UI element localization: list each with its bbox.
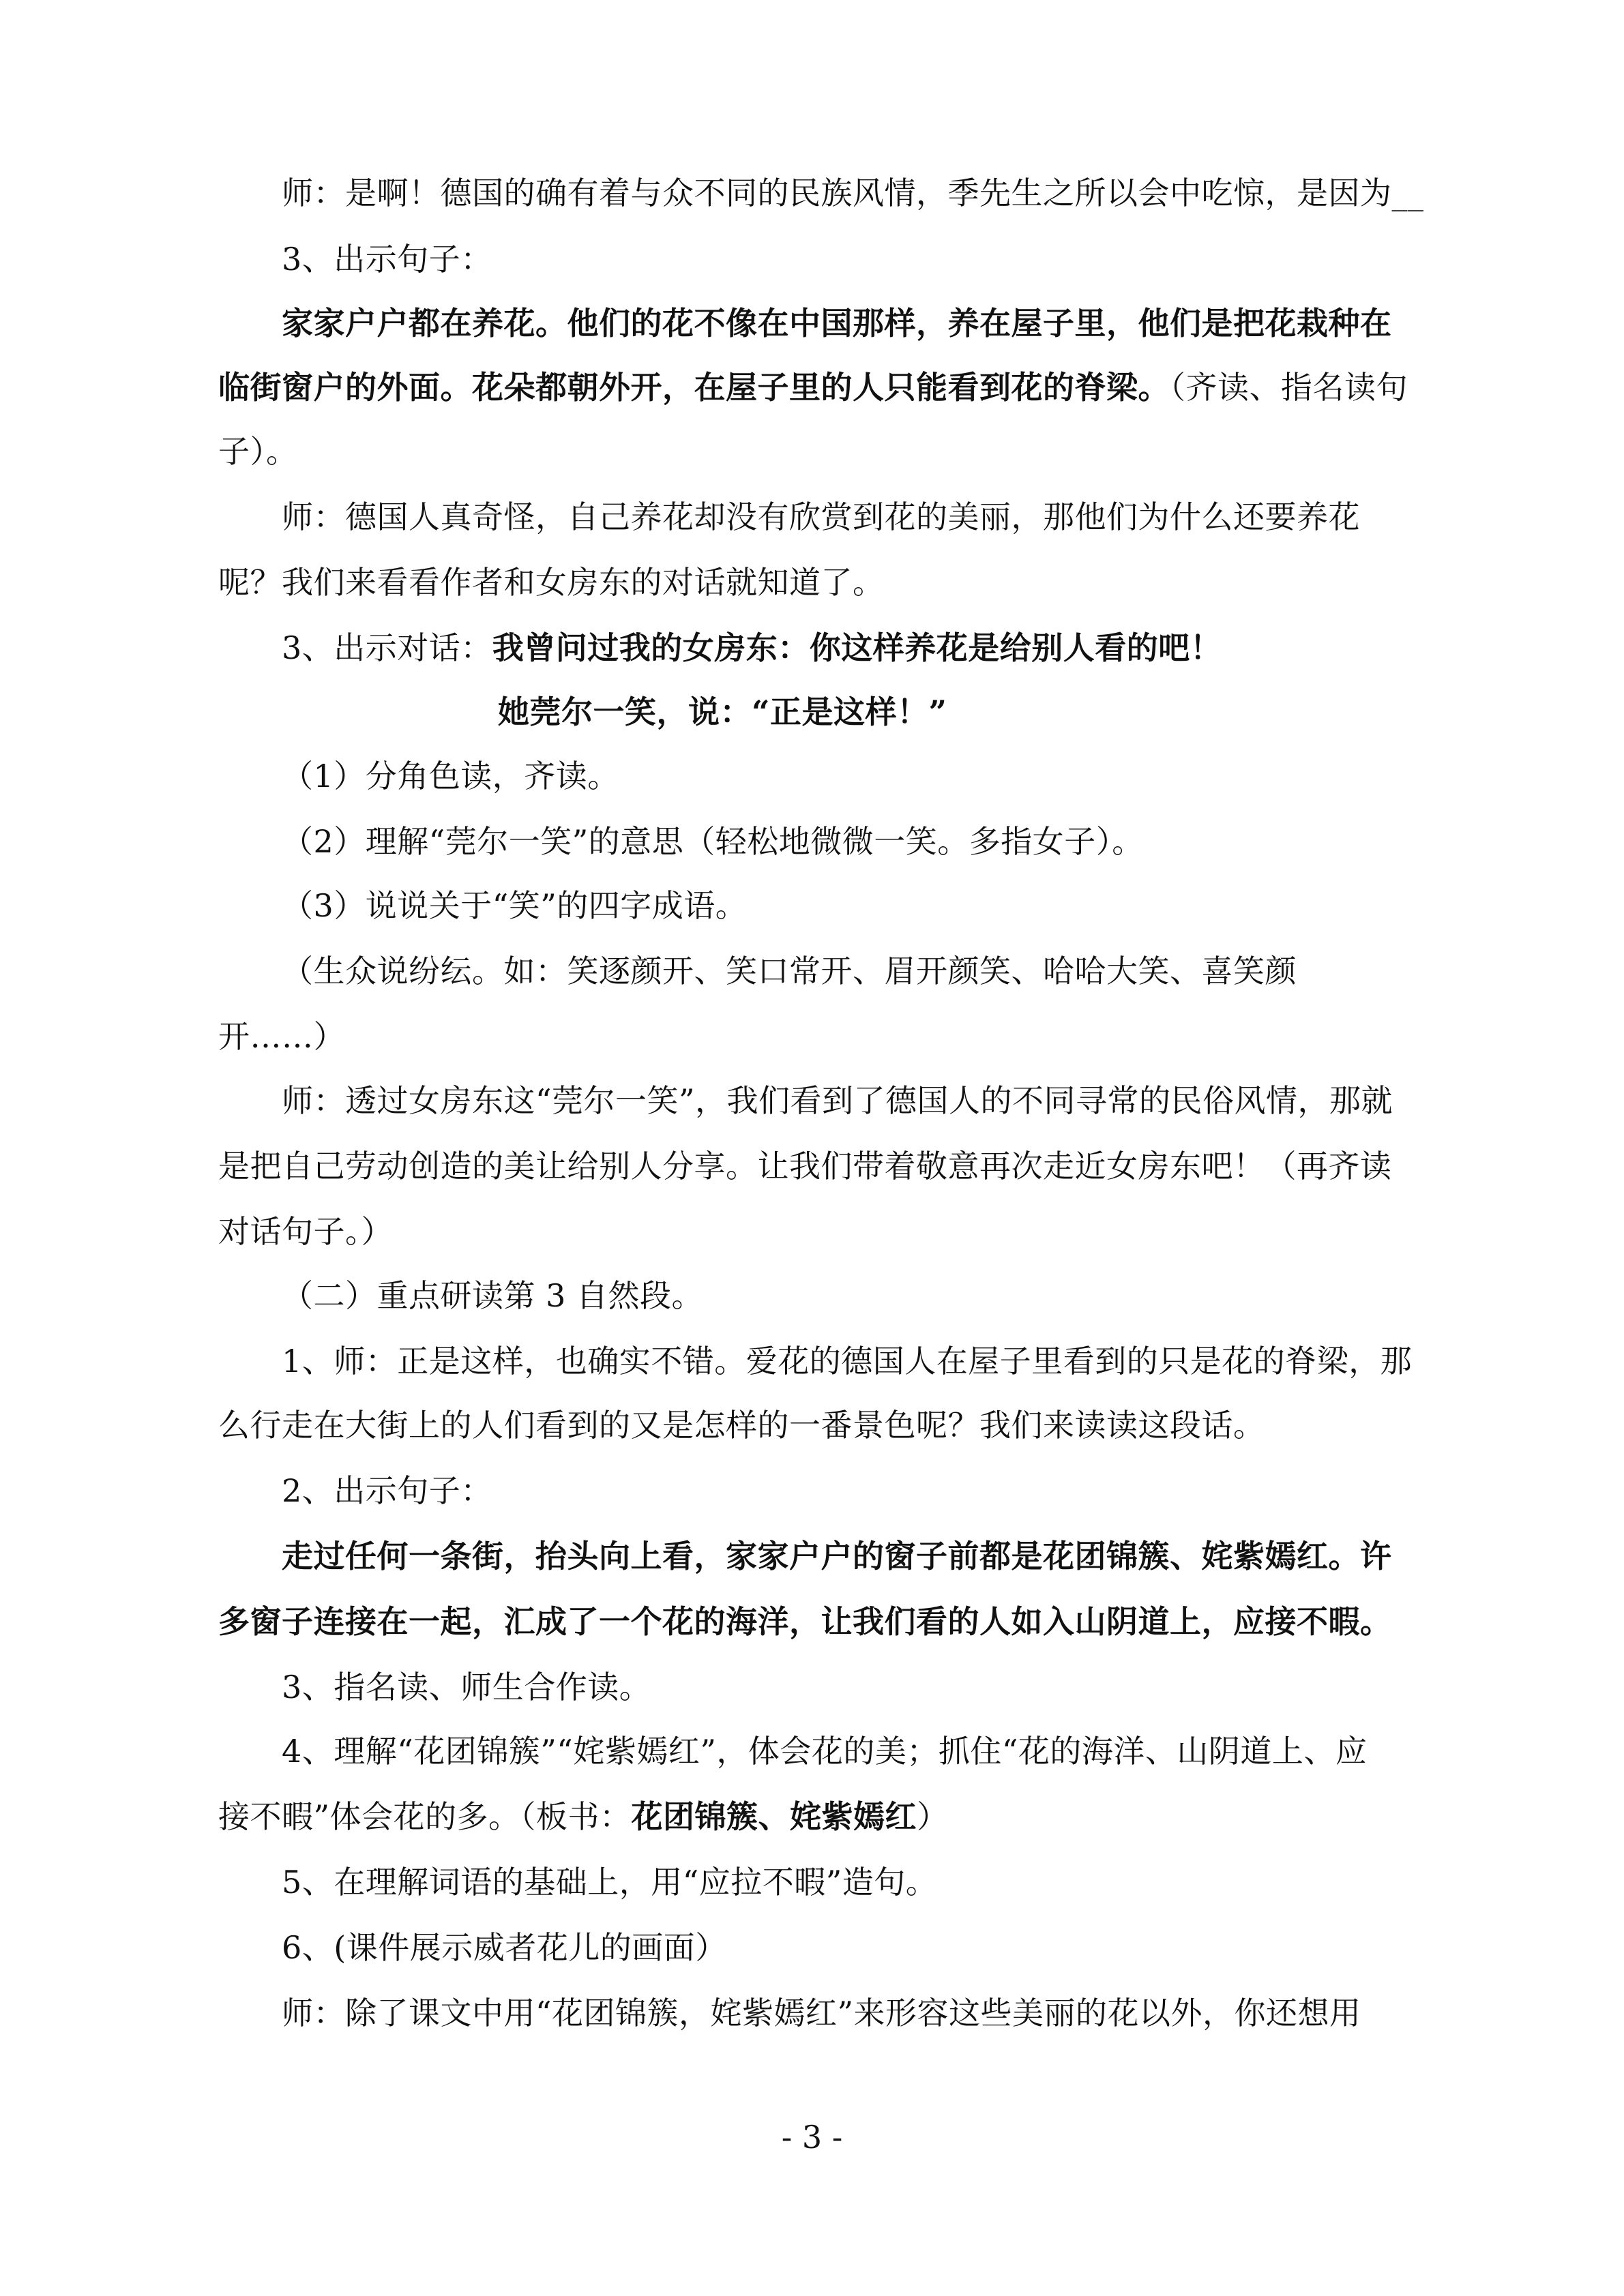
bold-text-segment: 走过任何一条街，抬头向上看，家家户户的窗子前都是花团锦簇、姹紫嫣红。许 xyxy=(282,1538,1392,1575)
text-line xyxy=(218,1212,393,1251)
text-line xyxy=(282,629,1222,667)
text-line xyxy=(282,822,1144,861)
text-line xyxy=(282,1994,1361,2032)
text-segment: 师：是啊！德国的确有着与众不同的民族风情，季先生之所以会中吃惊，是因为__ xyxy=(282,175,1424,211)
text-line xyxy=(498,693,947,731)
text-segment: 呢？我们来看看作者和女房东的对话就知道了。 xyxy=(218,564,885,601)
text-line xyxy=(218,1017,345,1056)
text-line xyxy=(282,304,1392,342)
text-segment: 对话句子。） xyxy=(218,1213,393,1250)
text-line xyxy=(282,1082,1393,1120)
text-line xyxy=(218,368,1408,406)
text-segment: 6、(课件展示威者花儿的画面） xyxy=(282,1929,727,1966)
text-segment: 2、出示句子： xyxy=(282,1472,492,1509)
text-segment: （生众说纷纭。如：笑逐颜开、笑口常开、眉开颜笑、哈哈大笑、喜笑颜 xyxy=(282,953,1297,989)
text-line xyxy=(218,432,298,471)
text-line xyxy=(282,886,747,925)
text-segment: （2）理解“莞尔一笑”的意思（轻松地微微一笑。多指女子）。 xyxy=(282,823,1144,860)
text-line xyxy=(218,1602,1392,1641)
text-line xyxy=(282,1863,937,1901)
text-segment: ） xyxy=(917,1798,949,1835)
text-line xyxy=(282,1668,651,1706)
bold-text-segment: 多窗子连接在一起，汇成了一个花的海洋，让我们看的人如入山阴道上，应接不暇。 xyxy=(218,1603,1392,1640)
text-segment: （1）分角色读，齐读。 xyxy=(282,758,619,794)
text-segment: 师：除了课文中用“花团锦簇，姹紫嫣红”来形容这些美丽的花以外，你还想用 xyxy=(282,1995,1361,2031)
bold-text-segment: 我曾问过我的女房东：你这样养花是给别人看的吧！ xyxy=(492,629,1222,666)
bold-text-segment: 花团锦簇、姹紫嫣红 xyxy=(631,1798,917,1835)
text-segment: 3、出示句子： xyxy=(282,241,492,278)
text-segment: 是把自己劳动创造的美让给别人分享。让我们带着敬意再次走近女房东吧！（再齐读 xyxy=(218,1148,1392,1184)
text-segment: （二）重点研读第 3 自然段。 xyxy=(282,1277,704,1314)
text-segment: 4、理解“花团锦簇”“姹紫嫣红”，体会花的美；抓住“花的海洋、山阴道上、应 xyxy=(282,1733,1368,1770)
text-segment: 3、出示对话： xyxy=(282,629,492,666)
text-line xyxy=(282,1342,1412,1380)
text-segment: 师：透过女房东这“莞尔一笑”，我们看到了德国人的不同寻常的民俗风情，那就 xyxy=(282,1082,1393,1119)
text-segment: 1、师：正是这样，也确实不错。爱花的德国人在屋子里看到的只是花的脊梁，那 xyxy=(282,1343,1413,1380)
text-line xyxy=(218,1406,1265,1444)
text-segment: 开……） xyxy=(218,1018,345,1055)
text-segment: 3、指名读、师生合作读。 xyxy=(282,1669,651,1705)
bold-text-segment: 她莞尔一笑，说：“正是这样！” xyxy=(498,694,947,730)
text-line xyxy=(282,174,1424,212)
text-line xyxy=(282,1277,703,1315)
text-line xyxy=(282,240,492,278)
bold-text-segment: 临街窗户的外面。花朵都朝外开，在屋子里的人只能看到花的脊梁。 xyxy=(218,369,1170,406)
text-line xyxy=(282,498,1360,536)
text-line xyxy=(282,1472,492,1510)
bold-text-segment: 家家户户都在养花。他们的花不像在中国那样，养在屋子里，他们是把花栽种在 xyxy=(282,305,1392,342)
text-line xyxy=(218,1798,949,1836)
text-line xyxy=(218,1147,1392,1185)
text-line xyxy=(282,1928,727,1967)
text-segment: 师：德国人真奇怪，自己养花却没有欣赏到花的美丽，那他们为什么还要养花 xyxy=(282,498,1360,535)
text-segment: 5、在理解词语的基础上，用“应拉不暇”造句。 xyxy=(282,1864,938,1900)
text-segment: （3）说说关于“笑”的四字成语。 xyxy=(282,887,748,924)
text-line xyxy=(282,757,619,795)
text-segment: （齐读、指名读句 xyxy=(1170,369,1408,406)
page-number: - 3 - xyxy=(781,2119,843,2156)
text-segment: 接不暇”体会花的多。（板书： xyxy=(218,1798,632,1835)
text-line xyxy=(282,1732,1367,1770)
text-line xyxy=(282,952,1297,990)
text-segment: 子）。 xyxy=(218,433,298,470)
text-line xyxy=(282,1537,1392,1575)
text-segment: 么行走在大街上的人们看到的又是怎样的一番景色呢？我们来读读这段话。 xyxy=(218,1407,1265,1444)
text-line xyxy=(218,563,885,601)
